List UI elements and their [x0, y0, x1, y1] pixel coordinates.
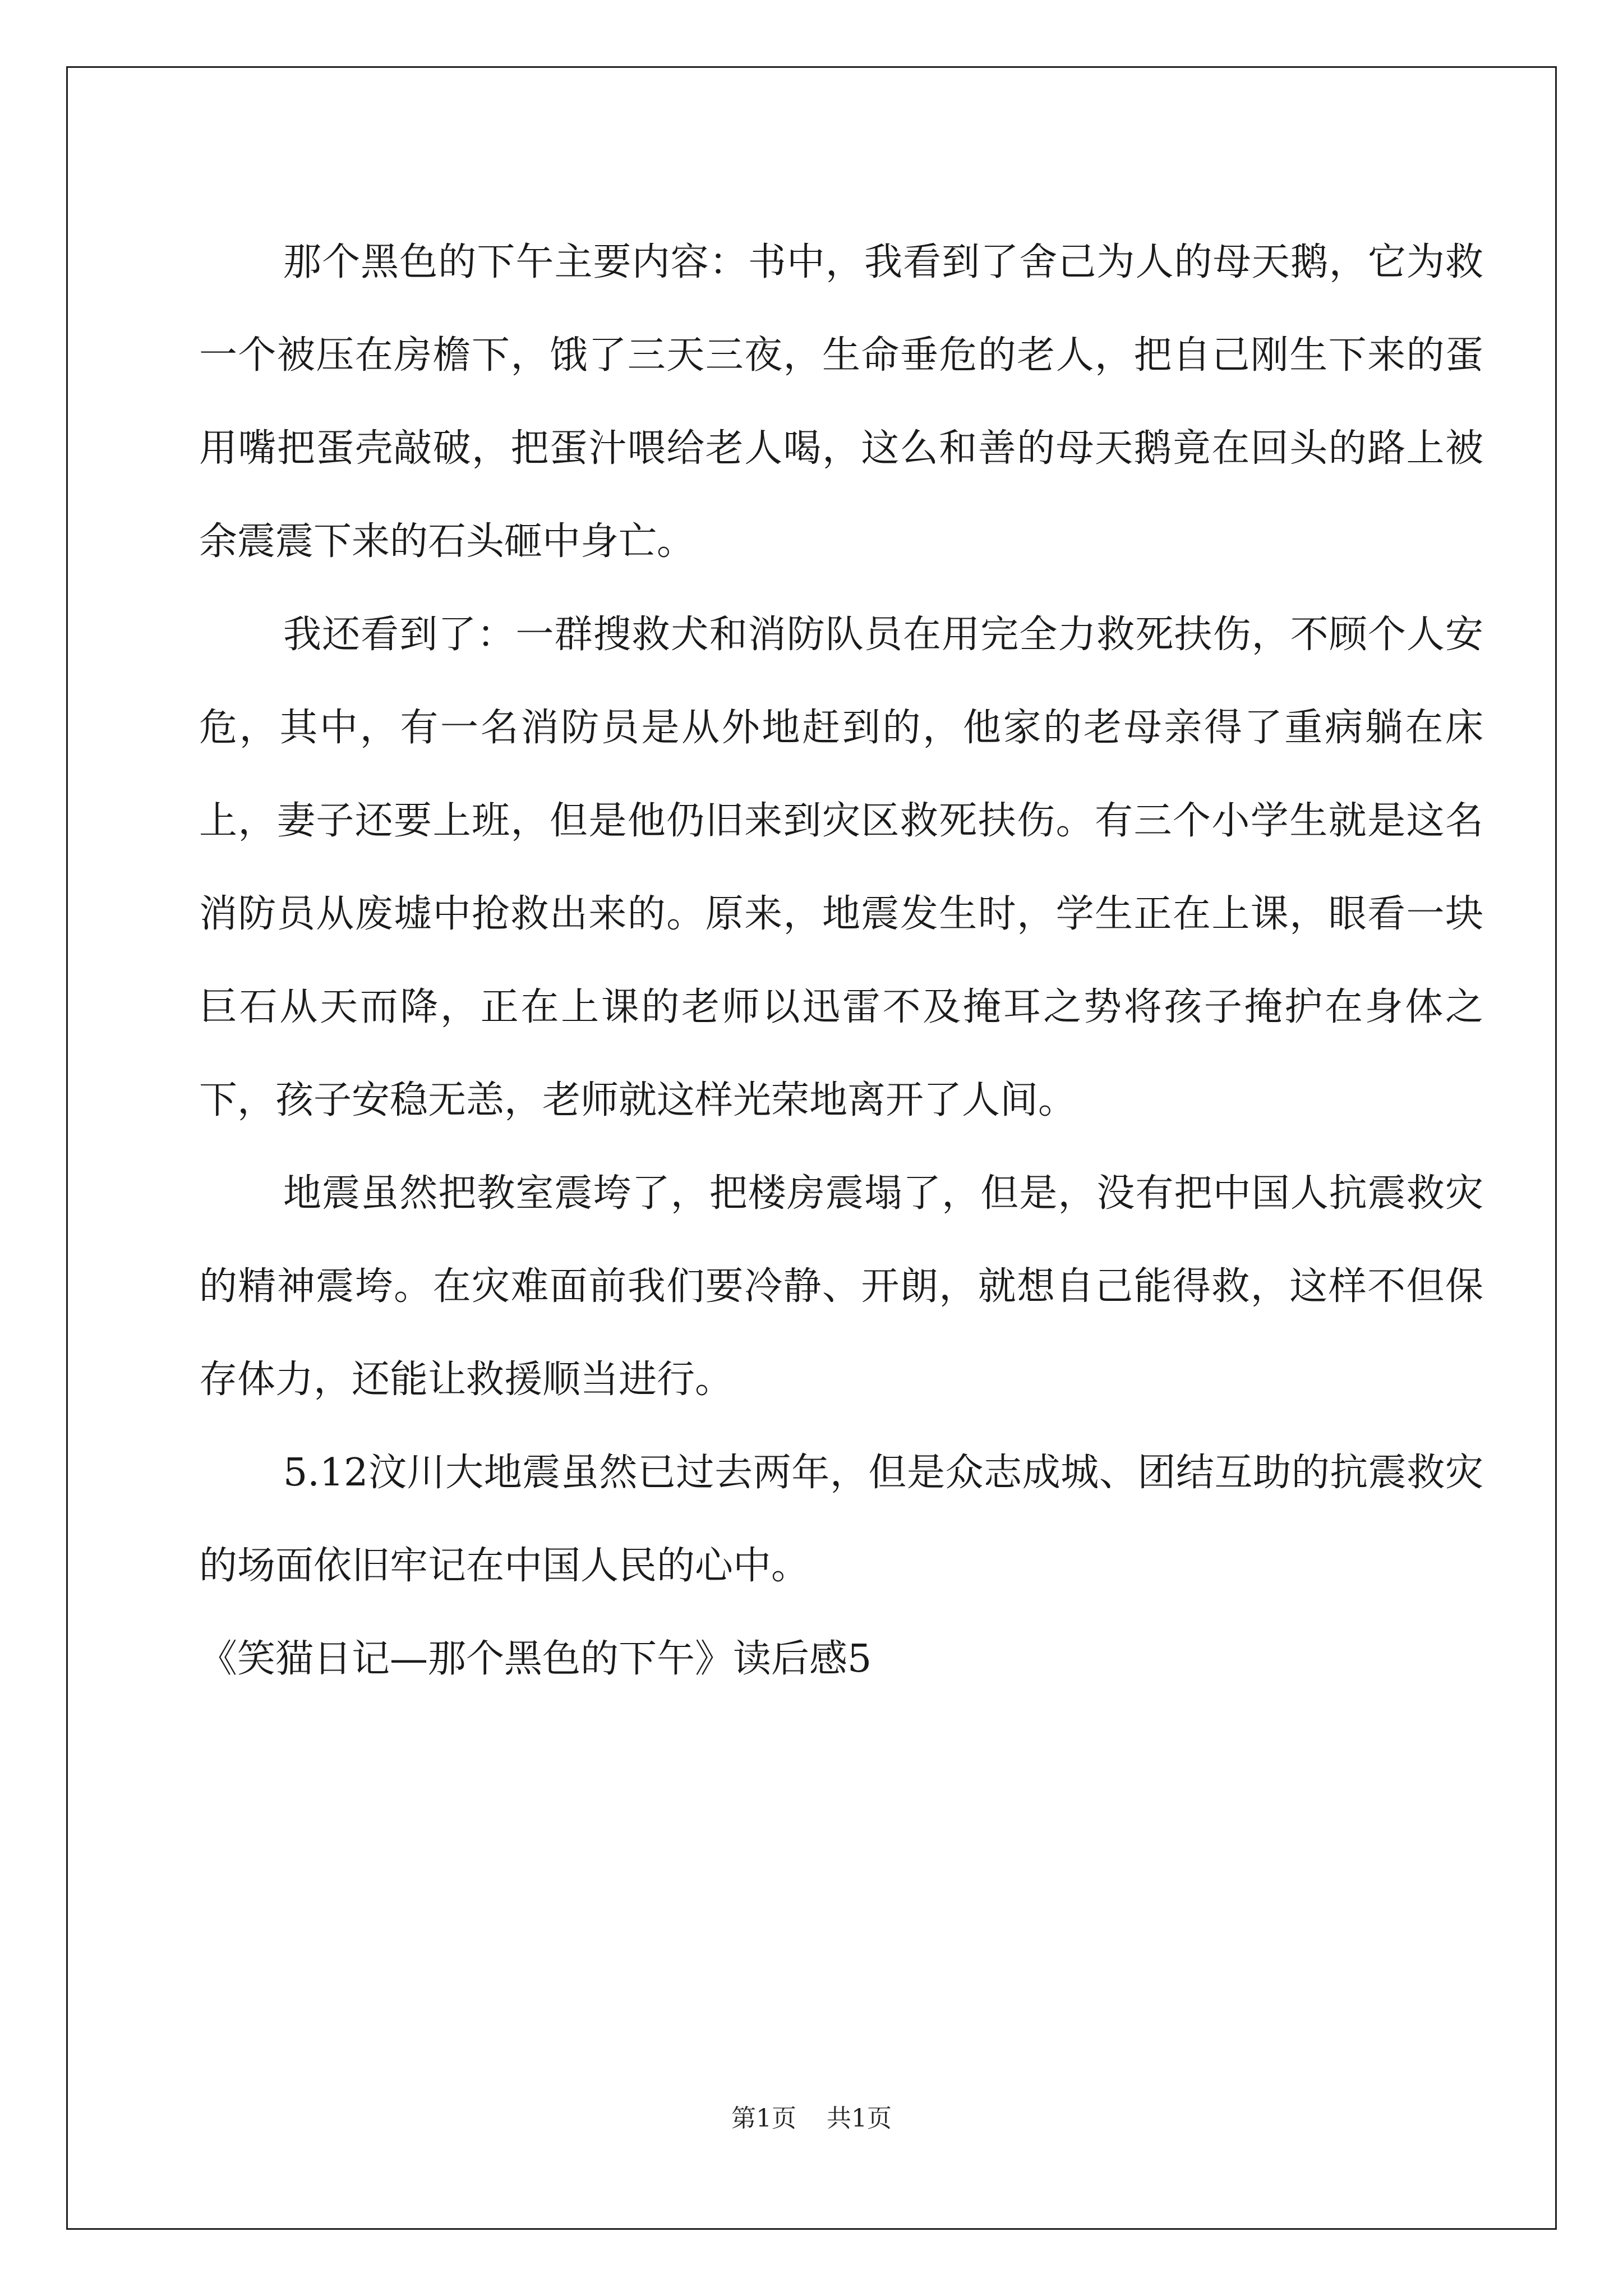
document-body: [199, 216, 1483, 1706]
paragraph-4: 5.12汶川大地震虽然已过去两年，但是众志成城、团结互助的抗震救灾的场面依旧牢记在中国人民的心中。: [199, 1451, 1483, 1588]
next-section-heading: 《笑猫日记—那个黑色的下午》读后感5: [199, 1637, 872, 1681]
paragraph-3: 地震虽然把教室震垮了，把楼房震塌了，但是，没有把中国人抗震救灾的精神震垮。在灾难面前我们要冷静、开朗，就想自己能得救，这样不但保存体力，还能让救援顺当进行。: [199, 1171, 1483, 1402]
page-footer: [0, 2098, 1623, 2134]
page-number-total: 共1页: [827, 2104, 892, 2133]
paragraph-2: 我还看到了：一群搜救犬和消防队员在用完全力救死扶伤，不顾个人安危，其中，有一名消防员是从外地赶到的，他家的老母亲得了重病躺在床上，妻子还要上班，但是他仍旧来到灾区救死扶伤。有三个小学生就是这名消防员从废墟中抢救出来的。原来，地震发生时，学生正在上课，眼看一块巨石从天而降，正在上课的老师以迅雷不及掩耳之势将孩子掩护在身体之下，孩子安稳无恙，老师就这样光荣地离开了人间。: [199, 613, 1483, 1122]
page-number-current: 第1页: [731, 2104, 796, 2133]
paragraph-1: 那个黑色的下午主要内容：书中，我看到了舍己为人的母天鹅，它为救一个被压在房檐下，饿了三天三夜，生命垂危的老人，把自己刚生下来的蛋用嘴把蛋壳敲破，把蛋汁喂给老人喝，这么和善的母天鹅竟在回头的路上被余震震下来的石头砸中身亡。: [199, 240, 1483, 564]
